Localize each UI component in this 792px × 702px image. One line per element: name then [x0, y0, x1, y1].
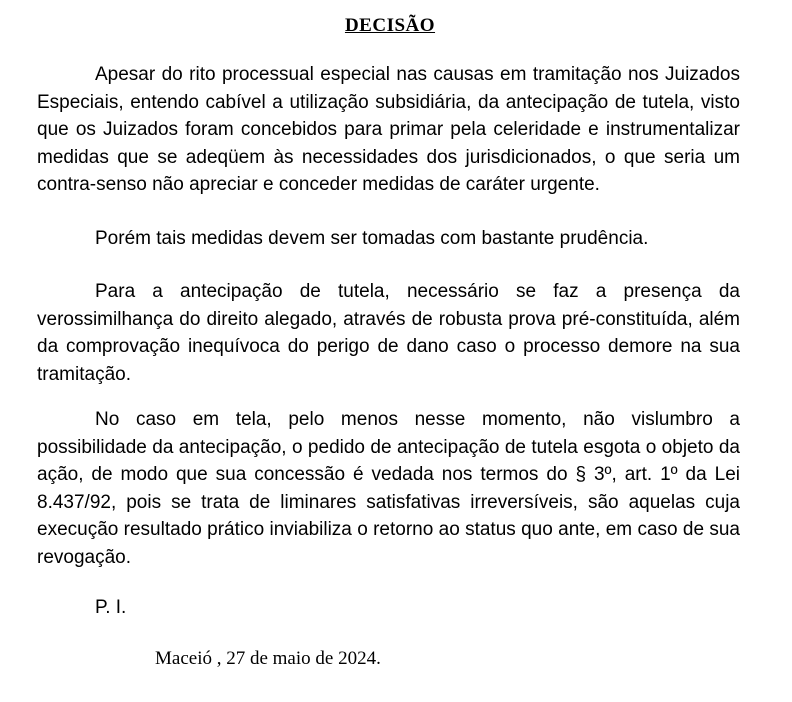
- document-title: DECISÃO: [344, 15, 436, 36]
- paragraph-3: Para a antecipação de tutela, necessário se faz a presença da verossimilhança do direito alegado, através de robusta prova pré-constituída, além da comprovação inequívoca do perigo de dano caso o processo demore na sua tramitação.: [37, 281, 740, 385]
- paragraph-1: Apesar do rito processual especial nas causas em tramitação nos Juizados Especiais, entendo cabível a utilização subsidiária, da antecipação de tutela, visto que os Juizados foram concebidos para primar pela celeridade e instrumentalizar medidas que se adeqüem às necessidades dos jurisdicionados, o que seria um contra-senso não apreciar e conceder medidas de caráter urgente.: [37, 64, 740, 195]
- paragraph-4: No caso em tela, pelo menos nesse momento, não vislumbro a possibilidade da antecipação, o pedido de antecipação de tutela esgota o objeto da ação, de modo que sua concessão é vedada nos termos do § 3º, art. 1º da Lei 8.437/92, pois se trata de liminares satisfativas irreversíveis, são aquelas cuja execução resultado prático inviabiliza o retorno ao status quo ante, em caso de sua revogação.: [37, 409, 740, 568]
- closing-pi: P. I.: [95, 597, 127, 618]
- paragraph-2: Porém tais medidas devem ser tomadas com bastante prudência.: [95, 228, 649, 249]
- dateline: Maceió , 27 de maio de 2024.: [155, 648, 381, 669]
